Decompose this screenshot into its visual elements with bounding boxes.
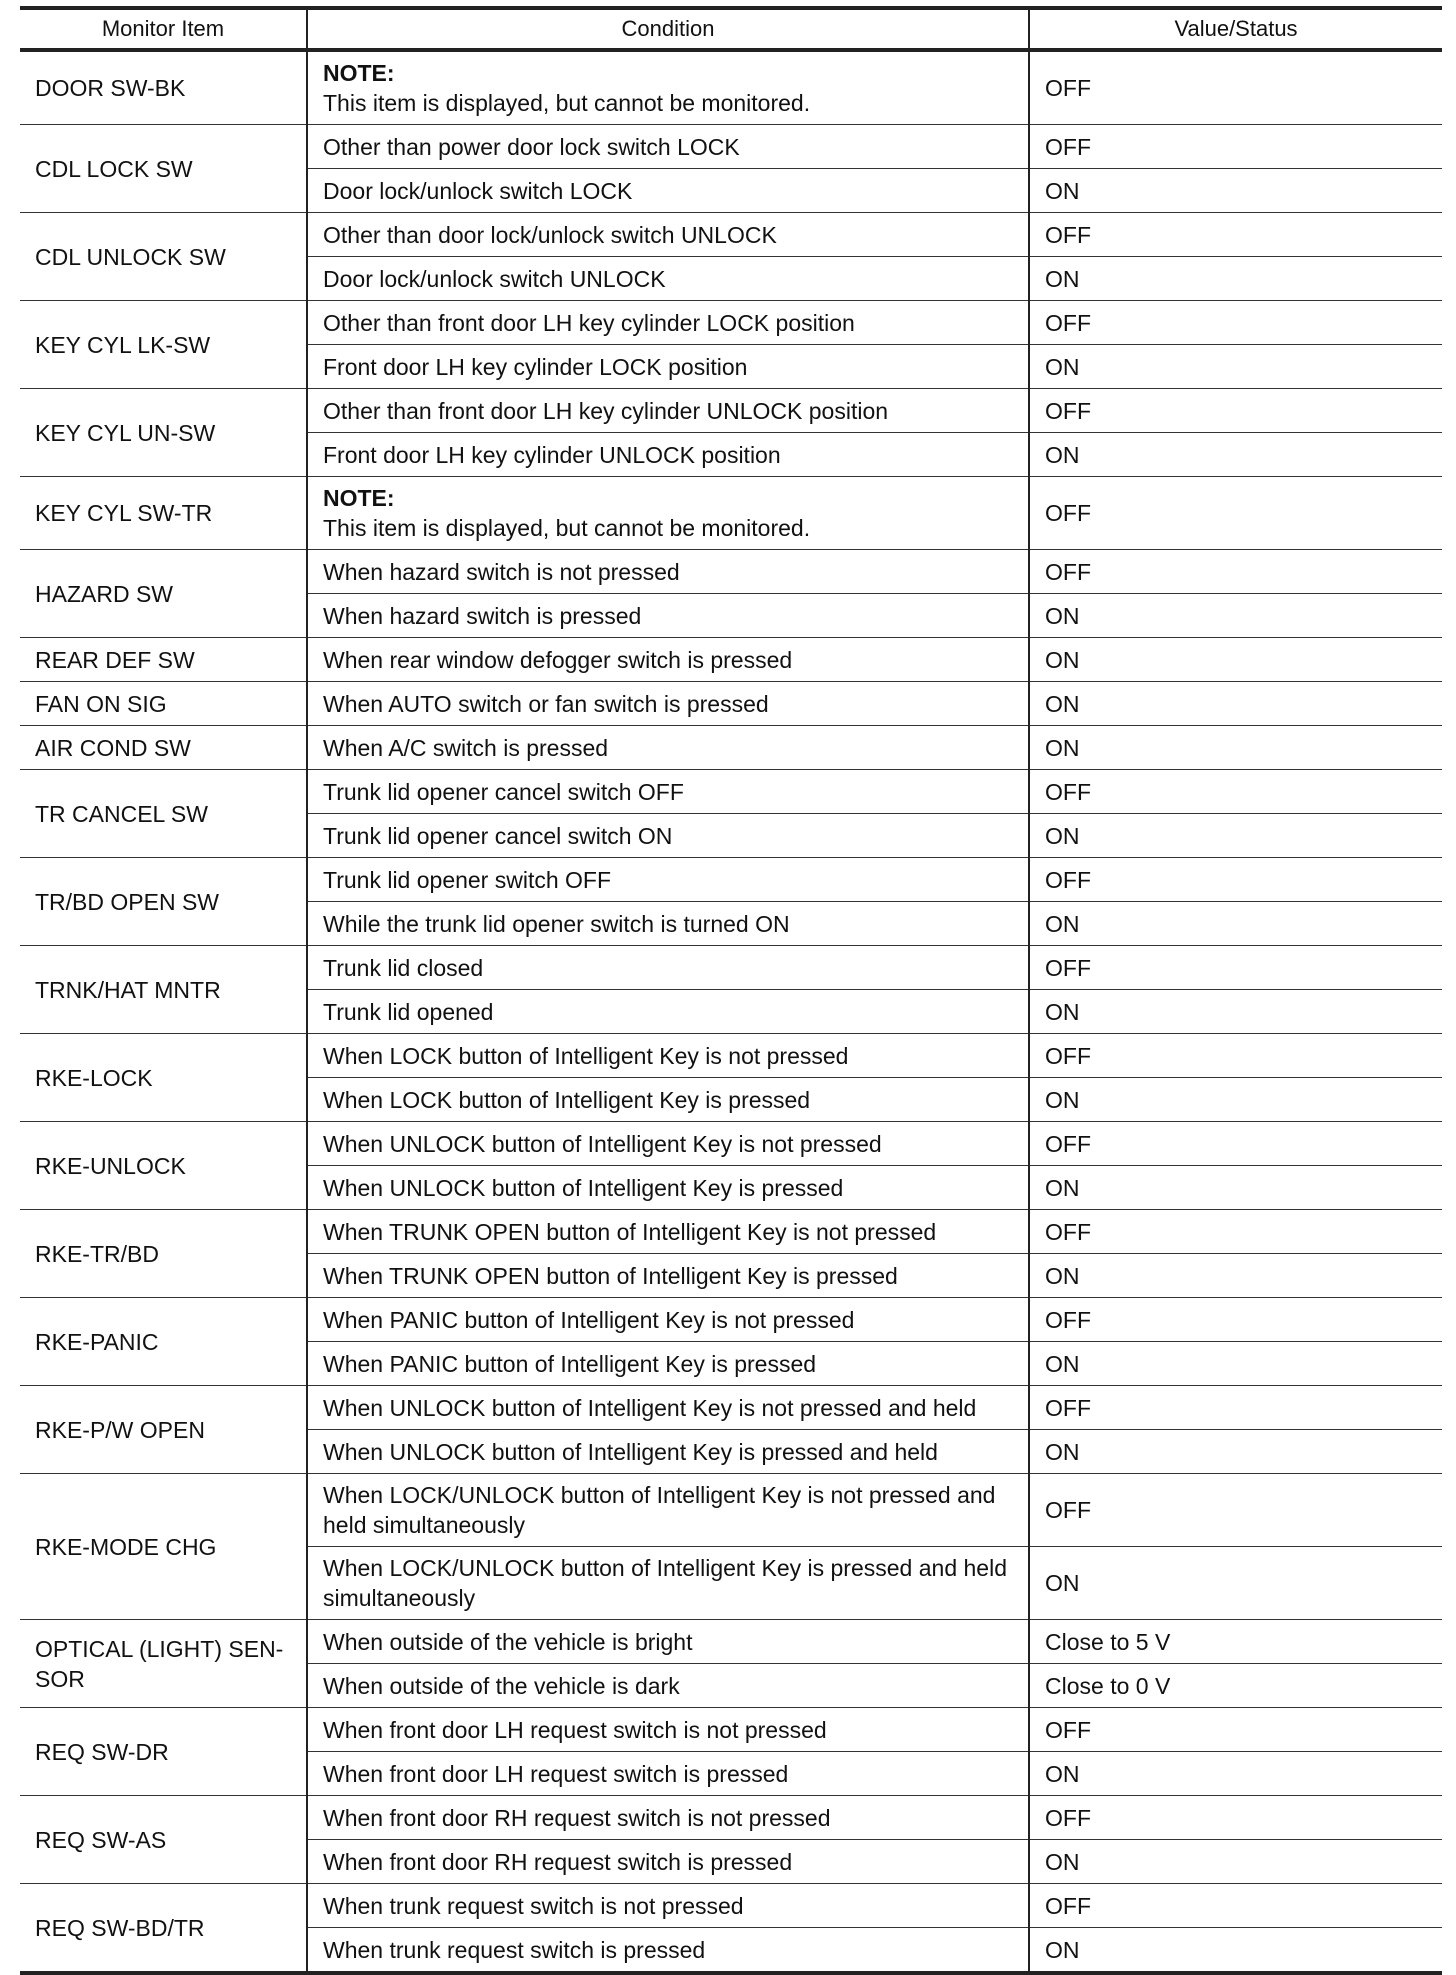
value-status-cell: OFF	[1029, 1884, 1442, 1928]
table-row	[20, 682, 1442, 726]
value-status-cell: OFF	[1029, 550, 1442, 594]
table-row	[20, 389, 1442, 433]
monitor-item-cell: KEY CYL SW-TR	[20, 477, 307, 550]
condition-cell: When LOCK/UNLOCK button of Intelligent Key is pressed and held simultaneously	[307, 1547, 1029, 1620]
condition-cell: Trunk lid opener switch OFF	[307, 858, 1029, 902]
table-row	[20, 726, 1442, 770]
monitor-item-cell: REQ SW-BD/TR	[20, 1884, 307, 1974]
value-status-cell: OFF	[1029, 301, 1442, 345]
monitor-item-cell: TRNK/HAT MNTR	[20, 946, 307, 1034]
value-status-cell: ON	[1029, 902, 1442, 946]
monitor-item-cell: RKE-MODE CHG	[20, 1474, 307, 1620]
value-status-cell: ON	[1029, 726, 1442, 770]
value-status-cell: ON	[1029, 345, 1442, 389]
monitor-item-cell: AIR COND SW	[20, 726, 307, 770]
table-row	[20, 1034, 1442, 1078]
table-body	[20, 50, 1442, 1973]
value-status-cell: OFF	[1029, 1298, 1442, 1342]
condition-cell: Door lock/unlock switch UNLOCK	[307, 257, 1029, 301]
condition-cell: When hazard switch is not pressed	[307, 550, 1029, 594]
value-status-cell: ON	[1029, 814, 1442, 858]
table-row	[20, 213, 1442, 257]
value-status-cell: ON	[1029, 1430, 1442, 1474]
note-text: This item is displayed, but cannot be monitored.	[323, 90, 811, 116]
condition-cell: When LOCK button of Intelligent Key is pressed	[307, 1078, 1029, 1122]
condition-cell: Front door LH key cylinder UNLOCK position	[307, 433, 1029, 477]
value-status-cell: ON	[1029, 1928, 1442, 1974]
monitor-item-cell: TR CANCEL SW	[20, 770, 307, 858]
condition-cell: When AUTO switch or fan switch is pressed	[307, 682, 1029, 726]
condition-cell: When outside of the vehicle is bright	[307, 1620, 1029, 1664]
value-status-cell: OFF	[1029, 213, 1442, 257]
table-row	[20, 946, 1442, 990]
condition-cell: Other than door lock/unlock switch UNLOCK	[307, 213, 1029, 257]
value-status-cell: OFF	[1029, 858, 1442, 902]
condition-cell: When hazard switch is pressed	[307, 594, 1029, 638]
table-header-row	[20, 8, 1442, 50]
value-status-cell: OFF	[1029, 1474, 1442, 1547]
note-label: NOTE:	[323, 485, 395, 511]
monitor-item-cell: RKE-TR/BD	[20, 1210, 307, 1298]
table-row	[20, 1620, 1442, 1664]
value-status-cell: ON	[1029, 990, 1442, 1034]
table-row	[20, 1298, 1442, 1342]
value-status-cell: OFF	[1029, 770, 1442, 814]
monitor-item-cell: REQ SW-AS	[20, 1796, 307, 1884]
value-status-cell: OFF	[1029, 1796, 1442, 1840]
value-status-cell: OFF	[1029, 389, 1442, 433]
table-row	[20, 50, 1442, 125]
monitor-item-cell: TR/BD OPEN SW	[20, 858, 307, 946]
condition-cell: Trunk lid closed	[307, 946, 1029, 990]
monitor-item-cell: RKE-UNLOCK	[20, 1122, 307, 1210]
value-status-cell: OFF	[1029, 1210, 1442, 1254]
condition-cell	[307, 477, 1029, 550]
condition-cell: Trunk lid opened	[307, 990, 1029, 1034]
value-status-cell: ON	[1029, 638, 1442, 682]
condition-cell: When LOCK/UNLOCK button of Intelligent Key is not pressed and held simultaneously	[307, 1474, 1029, 1547]
condition-cell: Door lock/unlock switch LOCK	[307, 169, 1029, 213]
note-label: NOTE:	[323, 60, 395, 86]
value-status-cell: ON	[1029, 433, 1442, 477]
condition-cell: While the trunk lid opener switch is turned ON	[307, 902, 1029, 946]
condition-cell: When front door RH request switch is pressed	[307, 1840, 1029, 1884]
monitor-item-cell: CDL UNLOCK SW	[20, 213, 307, 301]
condition-cell: When front door LH request switch is pressed	[307, 1752, 1029, 1796]
condition-cell: When UNLOCK button of Intelligent Key is pressed	[307, 1166, 1029, 1210]
value-status-cell: ON	[1029, 594, 1442, 638]
condition-cell: When PANIC button of Intelligent Key is pressed	[307, 1342, 1029, 1386]
table-row	[20, 125, 1442, 169]
value-status-cell: OFF	[1029, 125, 1442, 169]
table-row	[20, 1474, 1442, 1547]
monitor-item-table	[20, 6, 1442, 1975]
condition-cell: Other than front door LH key cylinder LOCK position	[307, 301, 1029, 345]
monitor-item-cell: RKE-LOCK	[20, 1034, 307, 1122]
header-condition: Condition	[307, 8, 1029, 50]
value-status-cell: ON	[1029, 1752, 1442, 1796]
condition-cell: When A/C switch is pressed	[307, 726, 1029, 770]
value-status-cell: OFF	[1029, 1386, 1442, 1430]
table-row	[20, 477, 1442, 550]
table-row	[20, 550, 1442, 594]
value-status-cell: OFF	[1029, 50, 1442, 125]
condition-cell: Other than power door lock switch LOCK	[307, 125, 1029, 169]
condition-cell: When TRUNK OPEN button of Intelligent Key is pressed	[307, 1254, 1029, 1298]
condition-cell: When trunk request switch is not pressed	[307, 1884, 1029, 1928]
monitor-item-cell: REQ SW-DR	[20, 1708, 307, 1796]
condition-cell: When TRUNK OPEN button of Intelligent Key is not pressed	[307, 1210, 1029, 1254]
table-row	[20, 858, 1442, 902]
value-status-cell: OFF	[1029, 1708, 1442, 1752]
monitor-item-cell: CDL LOCK SW	[20, 125, 307, 213]
value-status-cell: ON	[1029, 257, 1442, 301]
monitor-item-cell: DOOR SW-BK	[20, 50, 307, 125]
condition-cell: Trunk lid opener cancel switch OFF	[307, 770, 1029, 814]
condition-cell	[307, 50, 1029, 125]
condition-cell: When UNLOCK button of Intelligent Key is not pressed and held	[307, 1386, 1029, 1430]
value-status-cell: ON	[1029, 169, 1442, 213]
table-row	[20, 1796, 1442, 1840]
value-status-cell: Close to 5 V	[1029, 1620, 1442, 1664]
value-status-cell: ON	[1029, 1547, 1442, 1620]
value-status-cell: ON	[1029, 1078, 1442, 1122]
monitor-item-cell: OPTICAL (LIGHT) SEN-SOR	[20, 1620, 307, 1708]
condition-cell: When trunk request switch is pressed	[307, 1928, 1029, 1974]
header-value-status: Value/Status	[1029, 8, 1442, 50]
table-row	[20, 1386, 1442, 1430]
monitor-item-cell: HAZARD SW	[20, 550, 307, 638]
table-row	[20, 301, 1442, 345]
condition-cell: When UNLOCK button of Intelligent Key is pressed and held	[307, 1430, 1029, 1474]
table-row	[20, 1210, 1442, 1254]
condition-cell: Other than front door LH key cylinder UNLOCK position	[307, 389, 1029, 433]
value-status-cell: ON	[1029, 1166, 1442, 1210]
monitor-item-cell: REAR DEF SW	[20, 638, 307, 682]
condition-cell: Front door LH key cylinder LOCK position	[307, 345, 1029, 389]
condition-cell: When outside of the vehicle is dark	[307, 1664, 1029, 1708]
condition-cell: When UNLOCK button of Intelligent Key is not pressed	[307, 1122, 1029, 1166]
condition-cell: Trunk lid opener cancel switch ON	[307, 814, 1029, 858]
header-monitor-item: Monitor Item	[20, 8, 307, 50]
table-row	[20, 638, 1442, 682]
value-status-cell: OFF	[1029, 946, 1442, 990]
condition-cell: When LOCK button of Intelligent Key is not pressed	[307, 1034, 1029, 1078]
value-status-cell: OFF	[1029, 1122, 1442, 1166]
condition-cell: When front door RH request switch is not pressed	[307, 1796, 1029, 1840]
table-row	[20, 1884, 1442, 1928]
monitor-item-cell: FAN ON SIG	[20, 682, 307, 726]
table-row	[20, 1708, 1442, 1752]
condition-cell: When PANIC button of Intelligent Key is not pressed	[307, 1298, 1029, 1342]
value-status-cell: OFF	[1029, 1034, 1442, 1078]
condition-cell: When front door LH request switch is not pressed	[307, 1708, 1029, 1752]
value-status-cell: OFF	[1029, 477, 1442, 550]
table-row	[20, 770, 1442, 814]
monitor-item-cell: KEY CYL LK-SW	[20, 301, 307, 389]
value-status-cell: ON	[1029, 1342, 1442, 1386]
note-text: This item is displayed, but cannot be monitored.	[323, 515, 811, 541]
monitor-item-cell: KEY CYL UN-SW	[20, 389, 307, 477]
value-status-cell: Close to 0 V	[1029, 1664, 1442, 1708]
table-row	[20, 1122, 1442, 1166]
monitor-item-cell: RKE-PANIC	[20, 1298, 307, 1386]
value-status-cell: ON	[1029, 1254, 1442, 1298]
value-status-cell: ON	[1029, 1840, 1442, 1884]
value-status-cell: ON	[1029, 682, 1442, 726]
monitor-item-cell: RKE-P/W OPEN	[20, 1386, 307, 1474]
condition-cell: When rear window defogger switch is pressed	[307, 638, 1029, 682]
